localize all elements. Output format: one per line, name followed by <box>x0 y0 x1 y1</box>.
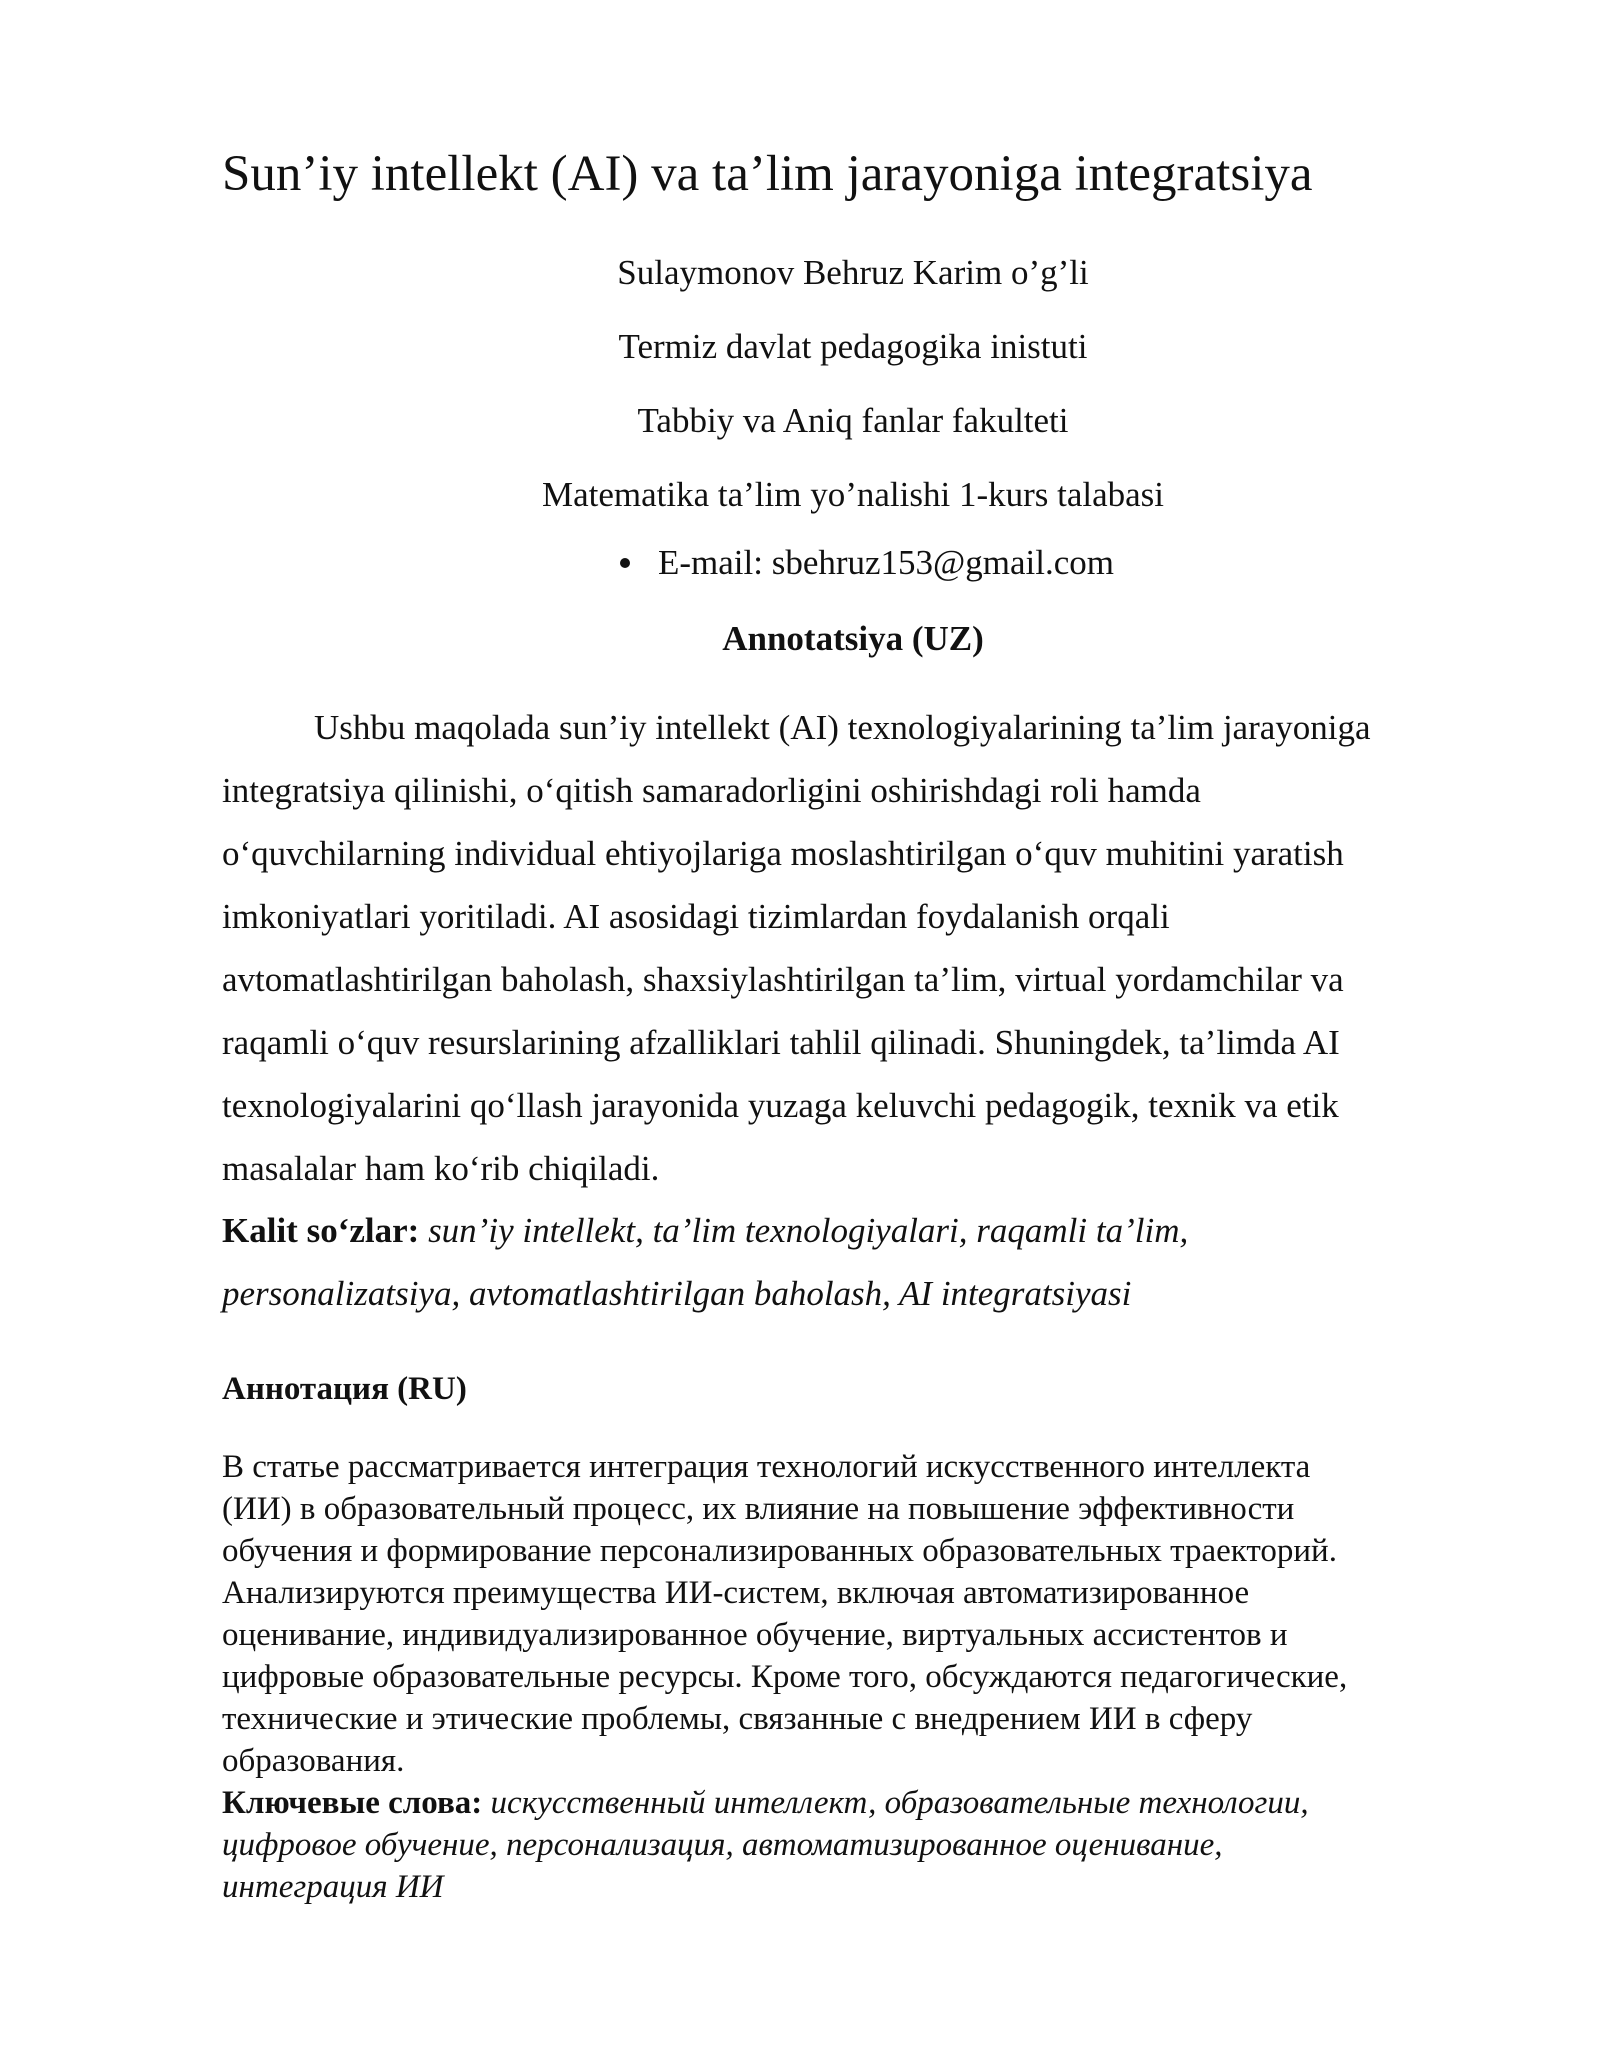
author-institute: Termiz davlat pedagogika inistuti <box>618 327 1088 366</box>
keywords-uz <box>222 1199 1188 1325</box>
annotation-ru-line: В статье рассматривается интеграция технологий искусственного интеллекта <box>222 1449 1311 1485</box>
annotation-ru-heading: Аннотация (RU) <box>222 1371 467 1407</box>
annotation-ru-line: цифровые образовательные ресурсы. Кроме того, обсуждаются педагогические, <box>222 1659 1348 1695</box>
author-email-text: E-mail: sbehruz153@gmail.com <box>658 543 1115 582</box>
annotation-ru-body <box>222 1446 1347 1782</box>
annotation-uz-line: raqamli o‘quv resurslarining afzalliklari tahlil qilinadi. Shuningdek, ta’limda AI <box>222 1023 1340 1062</box>
keywords-uz-line <box>222 1199 1188 1262</box>
keywords-ru-label: Ключевые слова: <box>222 1785 483 1821</box>
annotation-uz-line: texnologiyalarini qo‘llash jarayonida yuzaga keluvchi pedagogik, texnik va etik <box>222 1086 1339 1125</box>
author-email <box>620 538 1114 588</box>
keywords-ru-text: интеграция ИИ <box>222 1869 444 1905</box>
annotation-uz-line: masalalar ham ko‘rib chiqiladi. <box>222 1149 660 1188</box>
annotation-ru-line: оценивание, индивидуализированное обучение, виртуальных ассистентов и <box>222 1617 1288 1653</box>
annotation-uz-body <box>222 696 1462 1200</box>
annotation-ru-line: Анализируются преимущества ИИ-систем, включая автоматизированное <box>222 1575 1250 1611</box>
keywords-uz-text: personalizatsiya, avtomatlashtirilgan baholash, AI integratsiyasi <box>222 1274 1132 1313</box>
annotation-uz-line: integratsiya qilinishi, o‘qitish samaradorligini oshirishdagi roli hamda <box>222 771 1201 810</box>
keywords-ru-text: цифровое обучение, персонализация, автоматизированное оценивание, <box>222 1827 1223 1863</box>
annotation-uz-line: o‘quvchilarning individual ehtiyojlariga moslashtirilgan o‘quv muhitini yaratish <box>222 834 1344 873</box>
keywords-ru-line <box>222 1782 1309 1824</box>
annotation-ru-line: обучения и формирование персонализированных образовательных траекторий. <box>222 1533 1337 1569</box>
annotation-ru-line: технические и этические проблемы, связанные с внедрением ИИ в сферу <box>222 1701 1253 1737</box>
annotation-ru-line: (ИИ) в образовательный процесс, их влияние на повышение эффективности <box>222 1491 1295 1527</box>
author-status: Matematika ta’lim yo’nalishi 1-kurs talabasi <box>541 475 1165 514</box>
annotation-uz-line: Ushbu maqolada sun’iy intellekt (AI) texnologiyalarining ta’lim jarayoniga <box>314 708 1371 747</box>
author-faculty: Tabbiy va Aniq fanlar fakulteti <box>637 401 1069 440</box>
paper-title: Sun’iy intellekt (AI) va ta’lim jarayoniga integratsiya <box>222 146 1313 202</box>
author-name: Sulaymonov Behruz Karim o’g’li <box>617 253 1089 292</box>
keywords-uz-text: sun’iy intellekt, ta’lim texnologiyalari, raqamli ta’lim, <box>428 1211 1189 1250</box>
keywords-uz-label: Kalit so‘zlar: <box>222 1211 420 1250</box>
annotation-uz-line: avtomatlashtirilgan baholash, shaxsiylashtirilgan ta’lim, virtual yordamchilar va <box>222 960 1344 999</box>
annotation-ru-line: образования. <box>222 1743 405 1779</box>
keywords-ru-text: искусственный интеллект, образовательные технологии, <box>490 1785 1309 1821</box>
keywords-ru <box>222 1782 1309 1908</box>
bullet-icon <box>620 558 630 568</box>
annotation-uz-line: imkoniyatlari yoritiladi. AI asosidagi tizimlardan foydalanish orqali <box>222 897 1170 936</box>
annotation-uz-heading: Annotatsiya (UZ) <box>722 619 984 658</box>
author-info <box>0 236 1600 532</box>
